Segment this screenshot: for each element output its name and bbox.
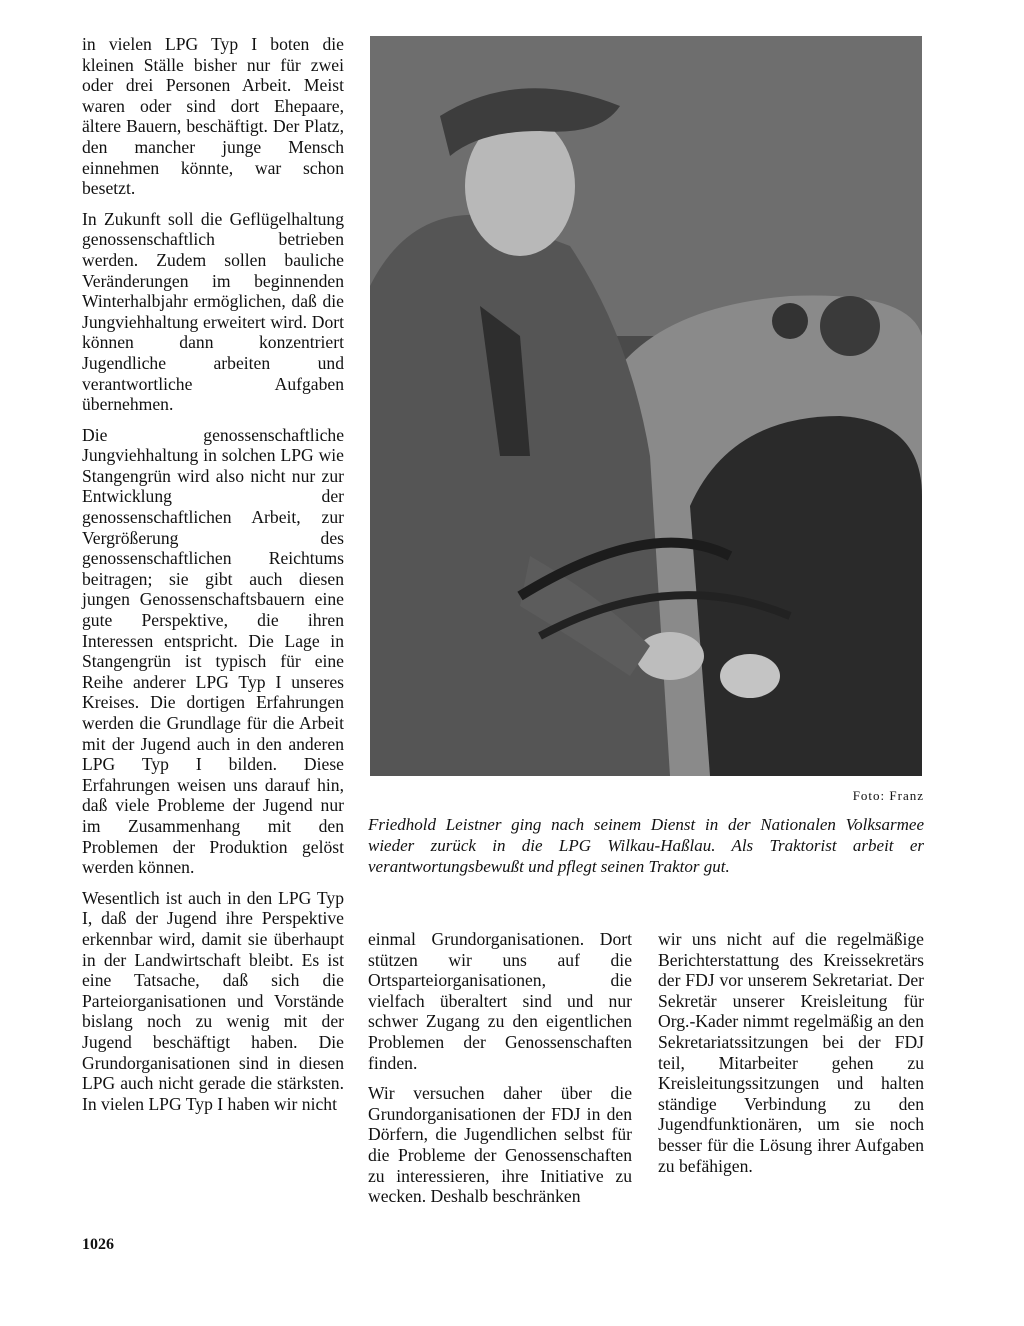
paragraph: Wesentlich ist auch in den LPG Typ I, daß der Jugend ihre Perspektive erkennbar wird, damit sie überhaupt in der Landwirtschaft bleibt. Es ist eine Tatsache, daß sich die Parteiorganisationen und Vorstände bislang noch zu wenig mit der Jugend beschäftigt haben. Die Grundorganisationen sind in diesen LPG auch nicht gerade die stärksten. In vielen LPG Typ I haben wir nicht (82, 887, 344, 1114)
photo-credit: Foto: Franz (852, 788, 924, 803)
paragraph: in vielen LPG Typ I boten die kleinen Ställe bisher nur für zwei oder drei Personen Arbeit. Meist waren oder sind dort Ehepaare, ältere Bauern, beschäftigt. Der Platz, den mancher junge Mensch einnehmen könnte, war schon besetzt. (82, 34, 344, 199)
tractor-photo (370, 36, 922, 776)
photo-illustration (370, 36, 922, 776)
photo-caption: Friedhold Leistner ging nach seinem Dienst in der Nationalen Volksarmee wieder zurück in die LPG Wilkau-Haßlau. Als Traktorist arbeit er verantwortungsbewußt und pflegt seinen Traktor gut. (368, 815, 924, 876)
paragraph: einmal Grundorganisationen. Dort stützen wir uns auf die Ortsparteiorganisationen, die vielfach überaltert sind und nur schwer Zugang zu den eigentlichen Problemen der Genossenschaften finden. (368, 929, 632, 1073)
article-column-middle (368, 929, 632, 1217)
article-column-left (82, 34, 344, 1124)
paragraph: Die genossenschaftliche Jungviehhaltung in solchen LPG wie Stangengrün wird also nicht nur zur Entwicklung der genossenschaftlichen Arbeit, zur Vergrößerung des genossenschaftlichen Reichtums beitragen; sie gibt auch diesen jungen Genossenschaftsbauern eine gute Perspektive, die ihren Interessen entspricht. Die Lage in Stangengrün ist typisch für eine Reihe anderer LPG Typ I unseres Kreises. Die dortigen Erfahrungen werden die Grundlage für die Arbeit mit der Jugend auch in den anderen LPG Typ I bilden. Diese Erfahrungen weisen uns darauf hin, daß viele Probleme der Jugend nur im Zusammenhang mit den Problemen der Produktion gelöst werden können. (82, 424, 344, 878)
paragraph: wir uns nicht auf die regelmäßige Berichterstattung des Kreissekretärs der FDJ vor unserem Sekretariat. Der Sekretär unserer Kreisleitung für Org.-Kader nimmt regelmäßig an den Sekretariatssitzungen bei der FDJ teil, Mitarbeiter gehen zu Kreisleitungssitzungen und halten ständige Verbindung zu den Jugendfunktionären, um sie noch besser für die Lösung ihrer Aufgaben zu befähigen. (658, 929, 924, 1176)
paragraph: Wir versuchen daher über die Grundorganisationen der FDJ in den Dörfern, die Jugendlichen selbst für die Probleme der Genossenschaften zu interessieren, ihre Initiative zu wecken. Deshalb beschränken (368, 1083, 632, 1207)
paragraph: In Zukunft soll die Geflügelhaltung genossenschaftlich betrieben werden. Zudem sollen bauliche Veränderungen im beginnenden Winterhalbjahr ermöglichen, daß die Jungviehhaltung erweitert wird. Dort können dann konzentriert Jugendliche arbeiten und verantwortliche Aufgaben übernehmen. (82, 208, 344, 415)
article-column-right (658, 929, 924, 1186)
page-number: 1026 (82, 1236, 114, 1253)
